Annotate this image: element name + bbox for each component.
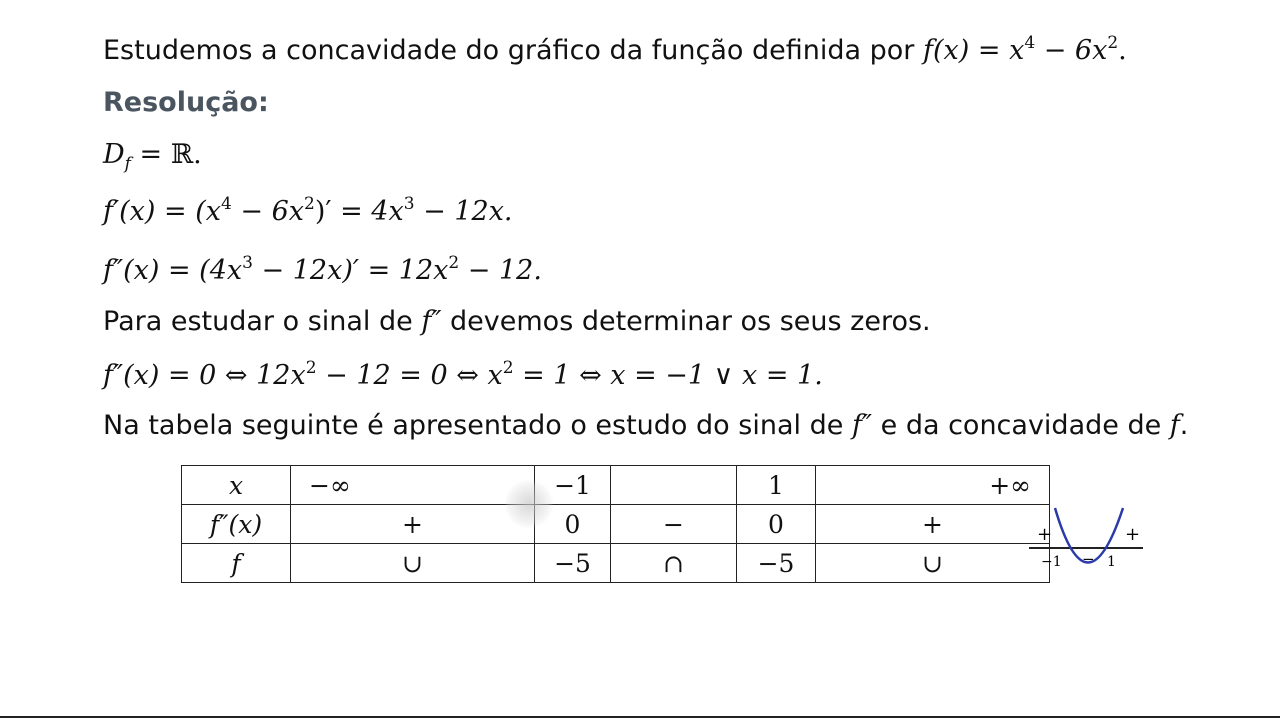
table-cell: −∞ bbox=[291, 466, 535, 505]
table-cell: + bbox=[816, 505, 1050, 544]
f-second-symbol: f″ bbox=[421, 306, 442, 337]
row-label-f-second: f″(x) bbox=[182, 505, 291, 544]
sketch-minus: − bbox=[1082, 550, 1095, 568]
table-intro: Na tabela seguinte é apresentado o estudo do sinal de f″ e da concavidade de f. bbox=[103, 410, 1189, 441]
table-row bbox=[182, 544, 1050, 583]
function-definition: $f(x) = x^4 - 6x^2$. bbox=[923, 33, 1127, 66]
zeros-intro: Para estudar o sinal de f″ devemos determinar os seus zeros. bbox=[103, 306, 931, 337]
resolution-heading: Resolução: bbox=[103, 87, 269, 118]
table-cell: −5 bbox=[737, 544, 816, 583]
zeros-equation: f″(x) = 0 ⇔ $12x^2 - 12 = 0$ ⇔ $x^2 = 1$ ⇔ x = −1 ∨ x = 1. bbox=[103, 358, 823, 391]
table-row bbox=[182, 505, 1050, 544]
problem-text: Estudemos a concavidade do gráfico da função definida por bbox=[103, 35, 915, 66]
domain-line: $D_f$ = ℝ. bbox=[103, 139, 202, 174]
table-cell: − bbox=[611, 505, 737, 544]
table-cell bbox=[611, 466, 737, 505]
bottom-border bbox=[0, 716, 1280, 718]
table-cell: −1 bbox=[535, 466, 611, 505]
sketch-tick-left: −1 bbox=[1041, 554, 1062, 570]
table-row bbox=[182, 466, 1050, 505]
sketch-plus-left: + bbox=[1037, 524, 1053, 545]
table-cell: 0 bbox=[535, 505, 611, 544]
table-cell: 1 bbox=[737, 466, 816, 505]
sign-sketch bbox=[1025, 502, 1150, 577]
problem-statement bbox=[103, 34, 1127, 68]
table-cell: −5 bbox=[535, 544, 611, 583]
row-label-x: x bbox=[182, 466, 291, 505]
second-derivative-line: $f''(x) = (4x^3 - 12x)' = 12x^2 - 12$. bbox=[103, 253, 542, 286]
table-cell: ∪ bbox=[291, 544, 535, 583]
row-label-f: f bbox=[182, 544, 291, 583]
cursor-highlight bbox=[505, 480, 553, 528]
table-cell: +∞ bbox=[816, 466, 1050, 505]
table-cell: 0 bbox=[737, 505, 816, 544]
first-derivative-line: $f'(x) = (x^4 - 6x^2)' = 4x^3 - 12x$. bbox=[103, 194, 513, 227]
table-cell: + bbox=[291, 505, 535, 544]
table-cell: ∪ bbox=[816, 544, 1050, 583]
sketch-plus-right: + bbox=[1125, 524, 1141, 545]
sketch-tick-right: 1 bbox=[1107, 554, 1116, 570]
table-cell: ∩ bbox=[611, 544, 737, 583]
sign-table bbox=[181, 465, 1053, 583]
